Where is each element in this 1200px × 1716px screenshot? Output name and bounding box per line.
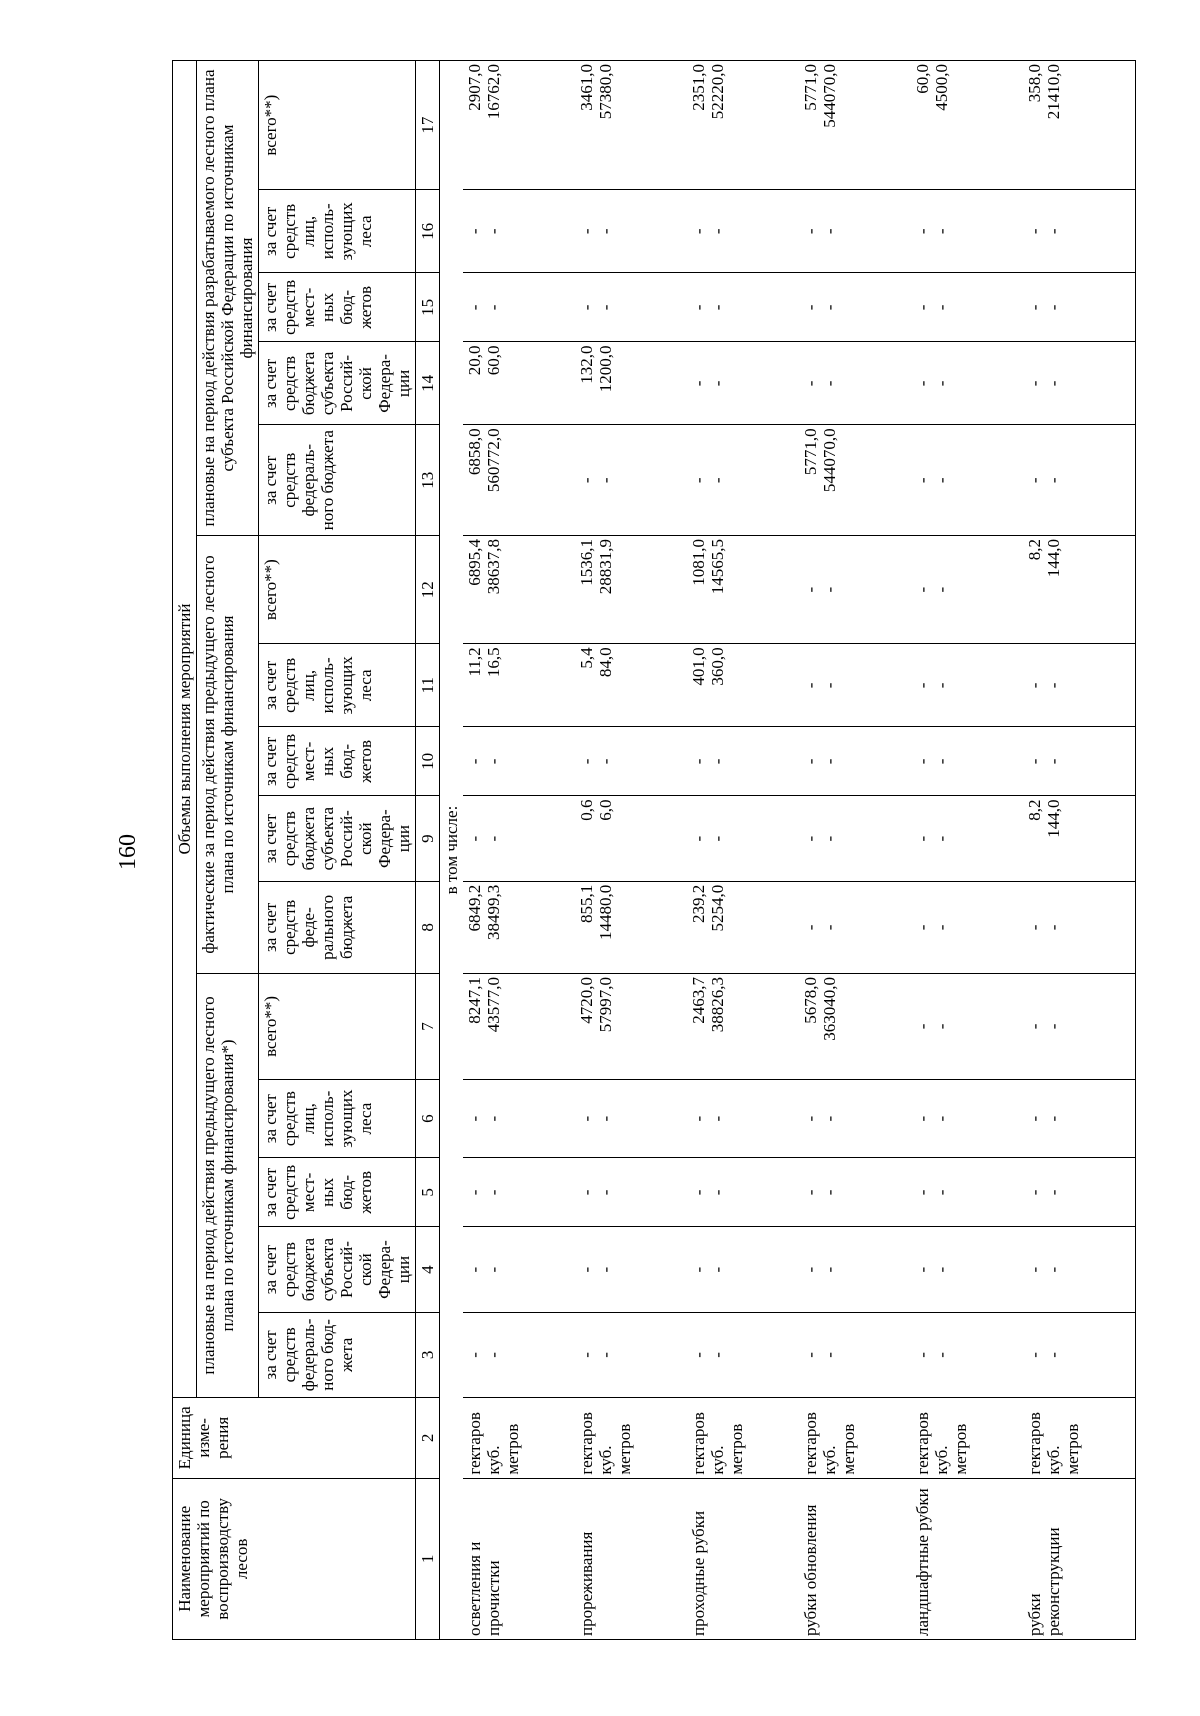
row-unit: гектаров куб. метров bbox=[911, 1398, 1023, 1479]
row-value: 5678,0 363040,0 bbox=[799, 973, 911, 1079]
header-sub: всего**) bbox=[259, 973, 416, 1079]
row-unit: гектаров куб. метров bbox=[687, 1398, 799, 1479]
column-number: 5 bbox=[416, 1158, 440, 1227]
row-value: - - bbox=[687, 796, 799, 881]
row-name: ландшафтные рубки bbox=[911, 1478, 1023, 1639]
row-value: - - bbox=[463, 1079, 575, 1157]
row-unit: гектаров куб. метров bbox=[575, 1398, 687, 1479]
row-value: - - bbox=[1023, 1079, 1135, 1157]
row-value: 60,0 4500,0 bbox=[911, 61, 1023, 190]
column-number: 7 bbox=[416, 973, 440, 1079]
row-value: - - bbox=[911, 881, 1023, 973]
column-number: 4 bbox=[416, 1227, 440, 1312]
header-sub: за счет средств мест-ных бюд-жетов bbox=[259, 727, 416, 796]
row-value: - - bbox=[1023, 1227, 1135, 1312]
row-value: 5,4 84,0 bbox=[575, 644, 687, 727]
row-value: 1081,0 14565,5 bbox=[687, 536, 799, 644]
table-row bbox=[799, 61, 911, 1640]
header-sub: за счет средств лиц, исполь-зующих леса bbox=[259, 644, 416, 727]
table-body bbox=[440, 61, 1136, 1640]
row-value: - - bbox=[911, 796, 1023, 881]
row-value: - - bbox=[911, 644, 1023, 727]
row-value: - - bbox=[799, 1158, 911, 1227]
row-value: - - bbox=[1023, 342, 1135, 425]
row-value: - - bbox=[463, 273, 575, 342]
row-value: - - bbox=[799, 1312, 911, 1397]
table-row bbox=[687, 61, 799, 1640]
column-number: 9 bbox=[416, 796, 440, 881]
row-value: 11,2 16,5 bbox=[463, 644, 575, 727]
row-value: 1536,1 28831,9 bbox=[575, 536, 687, 644]
row-value: - - bbox=[799, 796, 911, 881]
table-row bbox=[1023, 61, 1135, 1640]
page-number: 160 bbox=[115, 834, 141, 870]
row-value: - - bbox=[1023, 1312, 1135, 1397]
row-value: 3461,0 57380,0 bbox=[575, 61, 687, 190]
row-value: - - bbox=[687, 190, 799, 273]
row-value: - - bbox=[799, 342, 911, 425]
row-value: 855,1 14480,0 bbox=[575, 881, 687, 973]
row-value: - - bbox=[799, 1227, 911, 1312]
row-value: - - bbox=[463, 796, 575, 881]
column-number: 8 bbox=[416, 881, 440, 973]
row-value: - - bbox=[911, 727, 1023, 796]
header-name: Наименование мероприятий по воспроизводству лесов bbox=[173, 1478, 416, 1639]
row-value: 6849,2 38499,3 bbox=[463, 881, 575, 973]
forest-reproduction-table bbox=[172, 60, 1136, 1640]
header-sub: за счет средств федераль-ного бюд-жета bbox=[259, 1312, 416, 1397]
row-value: - - bbox=[799, 190, 911, 273]
row-value: - - bbox=[575, 1312, 687, 1397]
row-value: - - bbox=[575, 727, 687, 796]
header-group-main: Объемы выполнения мероприятий bbox=[173, 61, 197, 1398]
row-value: 2351,0 52220,0 bbox=[687, 61, 799, 190]
column-number: 11 bbox=[416, 644, 440, 727]
row-value: - - bbox=[1023, 644, 1135, 727]
header-group-planned-new: плановые на период действия разрабатываемого лесного плана субъекта Российской Федерации по источникам финансирования bbox=[197, 61, 259, 536]
row-value: - - bbox=[799, 273, 911, 342]
row-value: - - bbox=[463, 190, 575, 273]
header-sub: за счет средств мест-ных бюд-жетов bbox=[259, 1158, 416, 1227]
header-sub: всего**) bbox=[259, 61, 416, 190]
row-value: - - bbox=[687, 1079, 799, 1157]
row-value: - - bbox=[687, 1312, 799, 1397]
row-value: - - bbox=[799, 1079, 911, 1157]
row-value: - - bbox=[1023, 273, 1135, 342]
header-sub: за счет средств лиц, исполь-зующих леса bbox=[259, 1079, 416, 1157]
column-number: 3 bbox=[416, 1312, 440, 1397]
row-value: - - bbox=[1023, 190, 1135, 273]
header-group-planned-prev: плановые на период действия предыдущего лесного плана по источникам финансирования*) bbox=[197, 973, 259, 1397]
row-value: 6895,4 38637,8 bbox=[463, 536, 575, 644]
column-number: 17 bbox=[416, 61, 440, 190]
row-value: 2907,0 16762,0 bbox=[463, 61, 575, 190]
row-value: - - bbox=[687, 1158, 799, 1227]
column-number: 12 bbox=[416, 536, 440, 644]
row-value: - - bbox=[911, 342, 1023, 425]
row-unit: гектаров куб. метров bbox=[463, 1398, 575, 1479]
row-value: - - bbox=[799, 727, 911, 796]
row-value: - - bbox=[687, 727, 799, 796]
column-number: 15 bbox=[416, 273, 440, 342]
subheading: в том числе: bbox=[440, 61, 464, 1640]
row-name: рубки реконструкции bbox=[1023, 1478, 1135, 1639]
row-value: 8247,1 43577,0 bbox=[463, 973, 575, 1079]
row-value: 2463,7 38826,3 bbox=[687, 973, 799, 1079]
row-value: - - bbox=[575, 425, 687, 536]
column-number: 6 bbox=[416, 1079, 440, 1157]
table-row bbox=[911, 61, 1023, 1640]
column-number: 1 bbox=[416, 1478, 440, 1639]
header-unit: Единица изме- рения bbox=[173, 1398, 416, 1479]
row-value: 401,0 360,0 bbox=[687, 644, 799, 727]
header-group-actual-prev: фактические за период действия предыдущего лесного плана по источникам финансирования bbox=[197, 536, 259, 974]
row-name: рубки обновления bbox=[799, 1478, 911, 1639]
row-value: - - bbox=[911, 1312, 1023, 1397]
column-number: 10 bbox=[416, 727, 440, 796]
row-value: - - bbox=[1023, 881, 1135, 973]
row-unit: гектаров куб. метров bbox=[799, 1398, 911, 1479]
row-value: - - bbox=[911, 1158, 1023, 1227]
row-value: - - bbox=[911, 536, 1023, 644]
table-row bbox=[575, 61, 687, 1640]
header-sub: за счет средств мест-ных бюд-жетов bbox=[259, 273, 416, 342]
row-value: - - bbox=[911, 425, 1023, 536]
header-sub: за счет средств бюджета субъекта Россий-ской Федера-ции bbox=[259, 796, 416, 881]
row-value: 6858,0 560772,0 bbox=[463, 425, 575, 536]
row-value: 20,0 60,0 bbox=[463, 342, 575, 425]
column-number: 13 bbox=[416, 425, 440, 536]
row-value: 239,2 5254,0 bbox=[687, 881, 799, 973]
row-value: - - bbox=[1023, 425, 1135, 536]
row-value: - - bbox=[575, 190, 687, 273]
row-value: 8,2 144,0 bbox=[1023, 796, 1135, 881]
column-number-row bbox=[416, 61, 440, 1640]
row-value: 4720,0 57997,0 bbox=[575, 973, 687, 1079]
header-sub: за счет средств феде-рального бюджета bbox=[259, 881, 416, 973]
row-name: прореживания bbox=[575, 1478, 687, 1639]
row-value: - - bbox=[687, 425, 799, 536]
row-value: - - bbox=[911, 190, 1023, 273]
header-sub: за счет средств бюджета субъекта Россий-ской Федера-ции bbox=[259, 1227, 416, 1312]
row-value: - - bbox=[799, 644, 911, 727]
row-value: - - bbox=[1023, 1158, 1135, 1227]
row-value: - - bbox=[463, 727, 575, 796]
table-row bbox=[463, 61, 575, 1640]
row-value: 8,2 144,0 bbox=[1023, 536, 1135, 644]
row-name: проходные рубки bbox=[687, 1478, 799, 1639]
row-value: - - bbox=[463, 1312, 575, 1397]
column-number: 16 bbox=[416, 190, 440, 273]
row-value: - - bbox=[799, 881, 911, 973]
row-value: 358,0 21410,0 bbox=[1023, 61, 1135, 190]
row-value: - - bbox=[911, 973, 1023, 1079]
row-value: - - bbox=[799, 536, 911, 644]
row-value: 5771,0 544070,0 bbox=[799, 61, 911, 190]
row-value: - - bbox=[575, 1158, 687, 1227]
row-value: - - bbox=[575, 1227, 687, 1312]
row-value: 132,0 1200,0 bbox=[575, 342, 687, 425]
row-value: 5771,0 544070,0 bbox=[799, 425, 911, 536]
row-unit: гектаров куб. метров bbox=[1023, 1398, 1135, 1479]
row-value: - - bbox=[575, 273, 687, 342]
row-value: - - bbox=[911, 1079, 1023, 1157]
row-value: - - bbox=[911, 273, 1023, 342]
row-value: - - bbox=[463, 1158, 575, 1227]
header-sub: за счет средств лиц, исполь-зующих леса bbox=[259, 190, 416, 273]
header-sub: за счет средств бюджета субъекта Россий-ской Федера-ции bbox=[259, 342, 416, 425]
row-value: - - bbox=[687, 342, 799, 425]
row-value: - - bbox=[463, 1227, 575, 1312]
row-value: 0,6 6,0 bbox=[575, 796, 687, 881]
row-value: - - bbox=[687, 273, 799, 342]
row-value: - - bbox=[1023, 727, 1135, 796]
row-value: - - bbox=[1023, 973, 1135, 1079]
row-value: - - bbox=[575, 1079, 687, 1157]
row-name: осветления и прочистки bbox=[463, 1478, 575, 1639]
header-sub: всего**) bbox=[259, 536, 416, 644]
column-number: 2 bbox=[416, 1398, 440, 1479]
column-number: 14 bbox=[416, 342, 440, 425]
row-value: - - bbox=[911, 1227, 1023, 1312]
header-sub: за счет средств федераль-ного бюджета bbox=[259, 425, 416, 536]
row-value: - - bbox=[687, 1227, 799, 1312]
rotated-table-container bbox=[172, 60, 1172, 1640]
